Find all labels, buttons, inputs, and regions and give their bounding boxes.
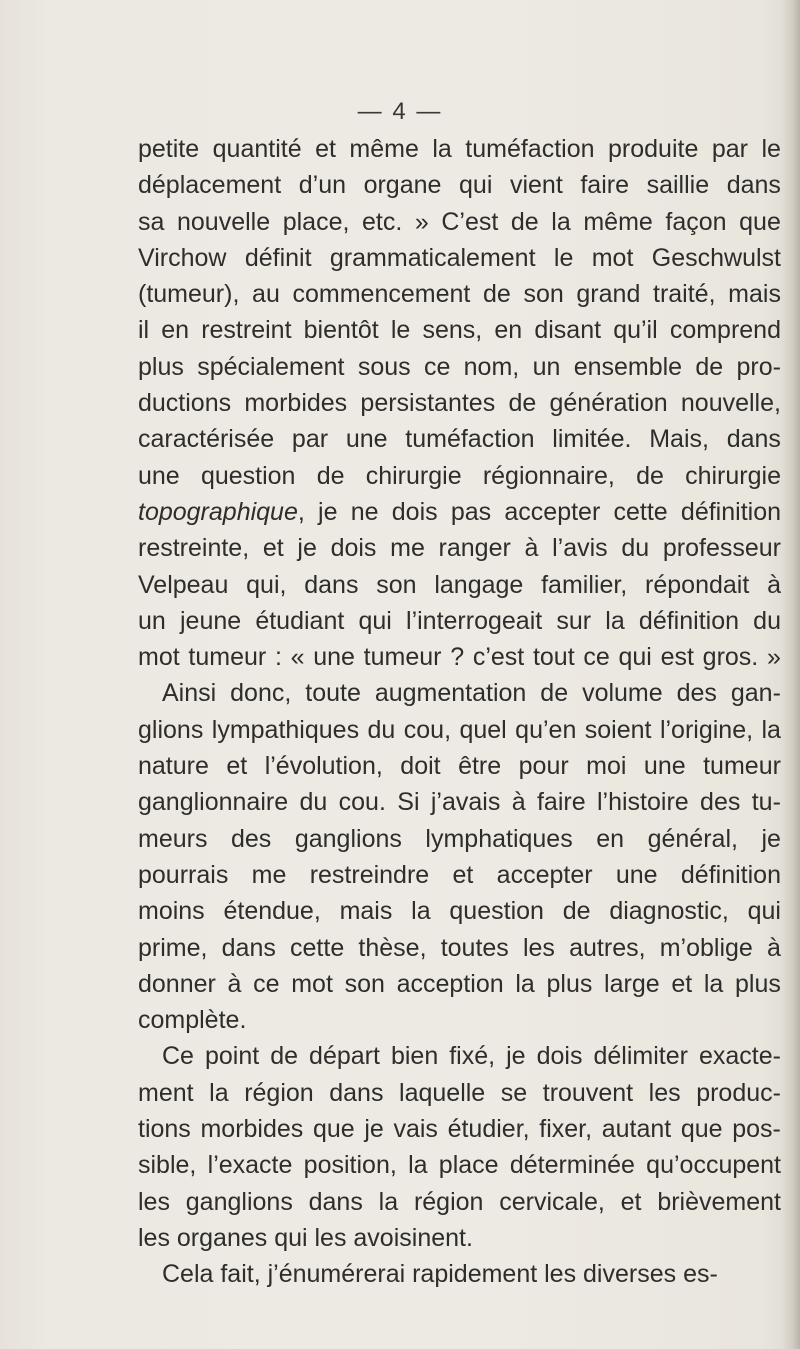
- word: donc,: [230, 679, 292, 708]
- word: la: [411, 897, 431, 926]
- word: caractérisée: [138, 425, 275, 454]
- word: large: [604, 969, 660, 998]
- word: cou,: [403, 715, 452, 744]
- word: un: [532, 352, 561, 381]
- word: de: [510, 207, 539, 236]
- word: mot: [291, 969, 333, 998]
- word: fixé,: [449, 1042, 496, 1071]
- word: sa: [138, 207, 165, 236]
- word: Velpeau: [138, 570, 229, 599]
- word: du: [753, 606, 781, 635]
- word: morbides: [244, 389, 348, 418]
- word: la: [761, 715, 781, 744]
- word: nouvelle: [176, 207, 271, 236]
- word: des: [676, 679, 717, 708]
- word: saillie: [646, 171, 710, 200]
- text-line: [138, 930, 781, 966]
- word: qu’occupent: [646, 1151, 781, 1180]
- word: être: [458, 752, 502, 781]
- word: glions: [138, 715, 204, 744]
- word: ce: [253, 969, 280, 998]
- word: »: [766, 643, 781, 672]
- word: je: [318, 497, 338, 526]
- word: vais: [393, 1115, 438, 1144]
- word: qu’en: [515, 715, 577, 744]
- word: plus: [546, 969, 593, 998]
- word: ce: [423, 352, 451, 381]
- word: les: [138, 1187, 170, 1216]
- word: ensemble: [573, 352, 683, 381]
- word: à: [511, 788, 526, 817]
- word: en: [494, 316, 523, 345]
- text-line: [138, 966, 781, 1002]
- word: quel: [459, 715, 507, 744]
- word: exacte-: [698, 1042, 781, 1071]
- word: nature: [138, 752, 209, 781]
- text-line: [138, 603, 781, 639]
- word: dois: [536, 1042, 583, 1071]
- word: que: [680, 1115, 723, 1144]
- word: la: [703, 969, 724, 998]
- word: nouvelle,: [680, 389, 781, 418]
- word: à: [524, 534, 539, 563]
- word: toutes: [440, 933, 509, 962]
- text-line: [138, 530, 781, 566]
- word: dois: [330, 534, 377, 563]
- word: l’exacte: [207, 1151, 293, 1180]
- word: acception: [396, 969, 504, 998]
- word: l’interrogeait: [406, 606, 543, 635]
- page-number: — 4 —: [357, 98, 443, 125]
- page-edge-shadow: [782, 0, 800, 1349]
- word: étendue,: [223, 897, 321, 926]
- word: région: [413, 1187, 484, 1216]
- text-line: [138, 349, 781, 385]
- word: délimiter: [593, 1042, 688, 1071]
- word: jeune: [179, 606, 242, 635]
- word: morbides: [200, 1115, 304, 1144]
- text-line: [138, 712, 781, 748]
- word: dois: [391, 497, 438, 526]
- word: étudier,: [447, 1115, 530, 1144]
- word: Geschwulst: [651, 243, 781, 272]
- word: produite: [608, 135, 699, 163]
- word: sible,: [138, 1151, 197, 1180]
- word: se: [500, 1078, 528, 1107]
- word: donner: [138, 969, 216, 998]
- word: disant: [534, 316, 602, 345]
- word: prime,: [138, 933, 208, 962]
- text-line: [138, 1184, 781, 1220]
- word: cette: [613, 497, 668, 526]
- word: ganglions: [185, 1187, 293, 1216]
- word: lympathiques: [211, 715, 360, 744]
- word: je: [364, 1115, 384, 1144]
- word: thèse,: [358, 933, 427, 962]
- word: pas: [450, 497, 492, 526]
- word: »: [414, 207, 429, 236]
- word: en: [161, 316, 190, 345]
- word: question: [449, 897, 544, 926]
- word: me: [251, 860, 287, 889]
- text-line-italic: [138, 494, 781, 530]
- word: autres,: [569, 933, 646, 962]
- word: etc.: [362, 207, 403, 236]
- text-line: [138, 458, 781, 494]
- word: à: [767, 570, 781, 599]
- text-line: [138, 1075, 781, 1111]
- word: la: [515, 969, 535, 998]
- word: qui: [358, 606, 392, 635]
- word: plus: [735, 969, 781, 998]
- word: produc-: [696, 1078, 781, 1107]
- word: la: [209, 1078, 229, 1107]
- text-line: [138, 312, 781, 348]
- word: :: [274, 643, 282, 672]
- word: une: [345, 425, 388, 454]
- word: ce: [583, 643, 610, 672]
- word: dans: [726, 171, 781, 200]
- word: le: [761, 135, 781, 163]
- word: ranger: [438, 534, 511, 563]
- word: génération: [549, 389, 668, 418]
- word: de: [270, 1042, 299, 1071]
- word: déplacement: [138, 171, 282, 200]
- word: du: [299, 788, 328, 817]
- word: l’histoire: [596, 788, 689, 817]
- word: C’est: [441, 207, 499, 236]
- word: de: [540, 679, 569, 708]
- word: son: [523, 280, 564, 309]
- word: cervicale,: [499, 1187, 605, 1216]
- word: moins: [138, 897, 205, 926]
- word: qui: [747, 897, 781, 926]
- word: ganglionnaire: [138, 788, 289, 817]
- word: en: [596, 824, 625, 853]
- word: mot: [591, 243, 634, 272]
- word: point: [204, 1042, 260, 1071]
- word: qu’il: [613, 316, 658, 345]
- word: il: [138, 316, 150, 345]
- word: me: [390, 534, 425, 563]
- word: et: [315, 135, 336, 163]
- word: pourrais: [138, 860, 229, 889]
- word: du: [621, 534, 650, 563]
- word: restreinte,: [138, 534, 250, 563]
- word: question: [200, 461, 296, 490]
- word: qui: [618, 643, 652, 672]
- text-line: [138, 385, 781, 421]
- body-text: [138, 131, 781, 1293]
- word: tumeur: [703, 752, 781, 781]
- word: accepter: [496, 860, 593, 889]
- word: de: [483, 280, 511, 309]
- paragraph-start-line: Cela fait, j’énumérerai rapidement les diverses es-: [162, 1260, 718, 1289]
- word: gan-: [730, 679, 781, 708]
- word: les: [522, 933, 555, 962]
- word: une: [615, 860, 658, 889]
- word: «: [290, 643, 305, 672]
- word: mais: [339, 897, 393, 926]
- word: sens,: [422, 316, 483, 345]
- word: Mais,: [649, 425, 709, 454]
- word: moi: [586, 752, 627, 781]
- word: Si: [397, 788, 420, 817]
- word: la: [378, 1187, 399, 1216]
- word: ?: [450, 643, 465, 672]
- word: Virchow: [138, 243, 227, 272]
- word: son: [376, 570, 417, 599]
- word: même: [583, 207, 653, 236]
- word: bien: [390, 1042, 439, 1071]
- word: du: [367, 715, 396, 744]
- word: brièvement: [657, 1187, 781, 1216]
- word: meurs: [138, 824, 208, 853]
- text-line: [138, 167, 781, 203]
- paragraph-end-line: complète.: [138, 1006, 247, 1035]
- word: définition: [680, 860, 781, 889]
- word: qui: [459, 171, 493, 200]
- text-line: [138, 639, 781, 675]
- word: que: [739, 207, 781, 236]
- word: qui,: [246, 570, 287, 599]
- word: à: [227, 969, 242, 998]
- word: régionnaire,: [482, 461, 615, 490]
- word: place,: [282, 207, 350, 236]
- word: la: [551, 207, 571, 236]
- text-line: [138, 240, 781, 276]
- word: la: [432, 135, 452, 163]
- paragraph-end-line: les organes qui les avoisinent.: [138, 1223, 473, 1252]
- word: une: [313, 643, 355, 672]
- word: dans: [304, 570, 359, 599]
- word: de: [695, 352, 724, 381]
- word: topographique,: [138, 497, 305, 526]
- word: une: [643, 752, 686, 781]
- word: faire: [580, 171, 629, 200]
- word: l’avis: [552, 534, 608, 563]
- word: un: [138, 606, 166, 635]
- word: définit: [244, 243, 312, 272]
- word: le: [390, 316, 411, 345]
- word: l’origine,: [659, 715, 754, 744]
- word: l’évolution,: [264, 752, 383, 781]
- word: autant: [601, 1115, 672, 1144]
- word: organe: [363, 171, 442, 200]
- word: par: [711, 135, 748, 163]
- word: soient: [584, 715, 652, 744]
- word: est: [660, 643, 694, 672]
- paragraph-start-line: [138, 675, 781, 711]
- word: sur: [556, 606, 592, 635]
- text-line: [138, 204, 781, 240]
- word: petite: [138, 135, 200, 163]
- word: et: [671, 969, 693, 998]
- word: à: [767, 933, 781, 962]
- word: place: [438, 1151, 499, 1180]
- word: et: [262, 534, 284, 563]
- word: chirurgie: [685, 461, 781, 490]
- word: les: [648, 1078, 681, 1107]
- word: faire: [536, 788, 586, 817]
- word: et: [620, 1187, 642, 1216]
- word: et: [226, 752, 248, 781]
- word: la: [605, 606, 625, 635]
- text-line: [138, 1111, 781, 1147]
- word: général,: [647, 824, 738, 853]
- text-line: [138, 1147, 781, 1183]
- word: plus: [138, 352, 184, 381]
- word: chirurgie: [365, 461, 462, 490]
- word: bientôt: [303, 316, 379, 345]
- word: pos-: [732, 1115, 781, 1144]
- word: diagnostic,: [609, 897, 729, 926]
- word: grand: [576, 280, 641, 309]
- word: comprend: [669, 316, 781, 345]
- text-line: [138, 567, 781, 603]
- word: déterminée: [509, 1151, 635, 1180]
- word: position,: [303, 1151, 397, 1180]
- word: région: [244, 1078, 314, 1107]
- word: nom,: [463, 352, 520, 381]
- word: Ce: [162, 1042, 194, 1071]
- word: tout: [532, 643, 575, 672]
- word: même: [349, 135, 419, 163]
- word: tumeur: [188, 643, 267, 672]
- word: grammaticalement: [329, 243, 536, 272]
- word: définition: [638, 606, 739, 635]
- word: et: [452, 860, 474, 889]
- text-line: [138, 893, 781, 929]
- word: tuméfaction: [405, 425, 535, 454]
- word: je: [297, 534, 317, 563]
- word: fixer,: [539, 1115, 593, 1144]
- word: accepter: [504, 497, 601, 526]
- word: par: [291, 425, 329, 454]
- word: des: [700, 788, 741, 817]
- word: dans: [308, 1187, 363, 1216]
- word: m’oblige: [659, 933, 753, 962]
- word: ductions: [138, 389, 232, 418]
- word: persistantes: [360, 389, 496, 418]
- word: pour: [518, 752, 569, 781]
- word: étudiant: [255, 606, 345, 635]
- word: traité,: [653, 280, 716, 309]
- word: familier,: [541, 570, 628, 599]
- word: des: [231, 824, 272, 853]
- word: ment: [138, 1078, 194, 1107]
- word: restreint: [201, 316, 292, 345]
- word: sous: [357, 352, 411, 381]
- word: spécialement: [197, 352, 345, 381]
- word: gros.: [702, 643, 759, 672]
- word: je: [761, 824, 781, 853]
- word: pro-: [736, 352, 781, 381]
- word: doit: [400, 752, 441, 781]
- word: répondait: [645, 570, 750, 599]
- word: d’un: [298, 171, 346, 200]
- paragraph-start-line: [138, 1038, 781, 1074]
- text-line: [138, 857, 781, 893]
- word: tumeur: [363, 643, 442, 672]
- word: limitée.: [552, 425, 632, 454]
- word: une: [138, 461, 180, 490]
- word: au: [252, 280, 280, 309]
- word: commencement: [292, 280, 471, 309]
- word: tions: [138, 1115, 191, 1144]
- word: de: [316, 461, 345, 490]
- word: dans: [221, 933, 276, 962]
- word: de: [508, 389, 537, 418]
- word: mais: [728, 280, 781, 309]
- text-line: [138, 821, 781, 857]
- word: de: [636, 461, 664, 490]
- word: c’est: [472, 643, 525, 672]
- word: langage: [434, 570, 524, 599]
- word: le: [553, 243, 574, 272]
- word: façon: [665, 207, 727, 236]
- word: ne: [350, 497, 379, 526]
- word: trouvent: [542, 1078, 634, 1107]
- word: vient: [509, 171, 563, 200]
- word: cette: [290, 933, 345, 962]
- word: cou.: [338, 788, 386, 817]
- word: quantité: [212, 135, 302, 163]
- word: volume: [582, 679, 663, 708]
- word: tu-: [751, 788, 781, 817]
- word: son: [344, 969, 385, 998]
- word: lymphatiques: [425, 824, 573, 853]
- word: définition: [680, 497, 781, 526]
- word: laquelle: [399, 1078, 486, 1107]
- word: de: [562, 897, 591, 926]
- word: ganglions: [294, 824, 402, 853]
- word: tuméfaction: [465, 135, 595, 163]
- text-line: [138, 421, 781, 457]
- word: professeur: [662, 534, 781, 563]
- word: la: [408, 1151, 428, 1180]
- text-line: [138, 784, 781, 820]
- word: que: [312, 1115, 355, 1144]
- word: départ: [309, 1042, 380, 1071]
- word: j’avais: [430, 788, 501, 817]
- word: dans: [329, 1078, 384, 1107]
- word: restreindre: [309, 860, 430, 889]
- text-line: [138, 748, 781, 784]
- word: augmentation: [374, 679, 527, 708]
- text-line: [138, 276, 781, 312]
- text-line: [138, 131, 781, 167]
- word: Ainsi: [162, 679, 217, 708]
- word: dans: [726, 425, 781, 454]
- word: toute: [305, 679, 361, 708]
- word: (tumeur),: [138, 280, 240, 309]
- italic-word: topographique: [138, 497, 298, 526]
- word: je: [506, 1042, 526, 1071]
- word: mot: [138, 643, 180, 672]
